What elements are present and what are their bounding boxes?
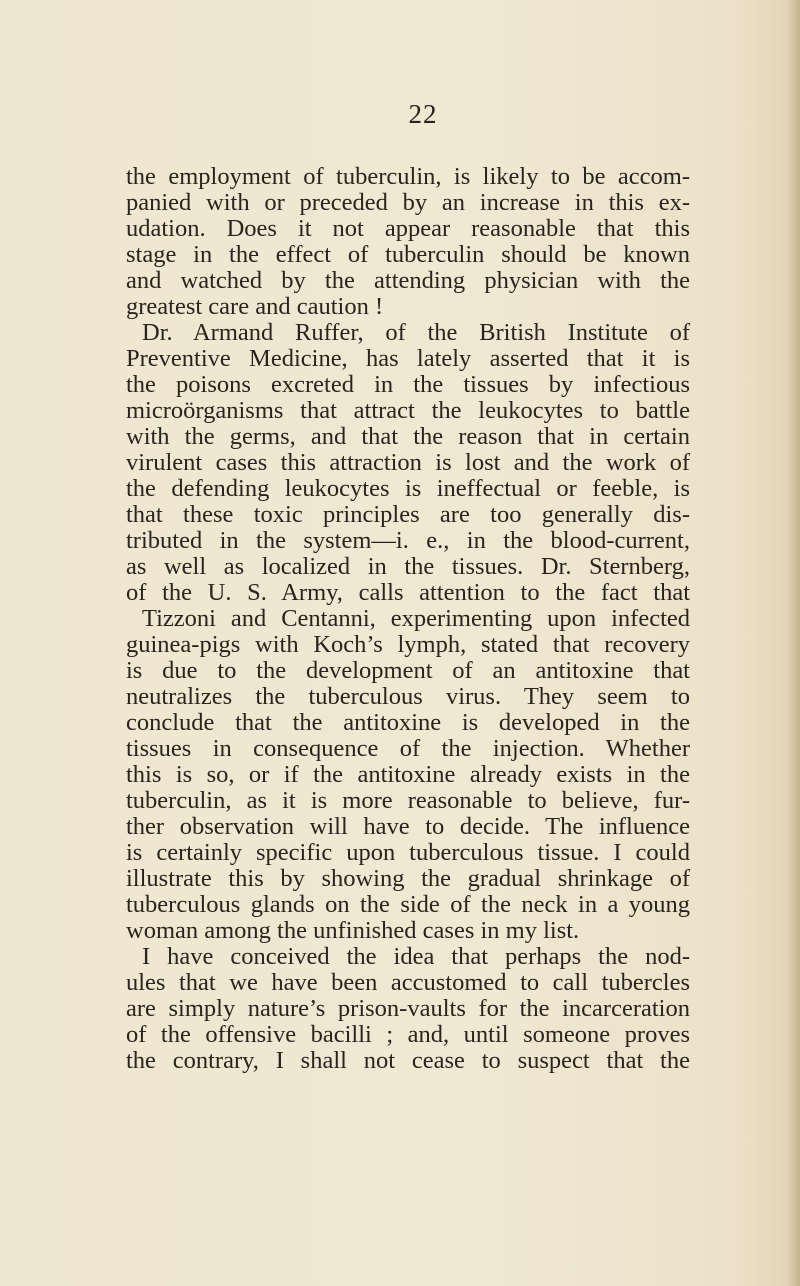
text-line: is due to the development of an antitoxine that bbox=[126, 657, 690, 684]
text-line: udation. Does it not appear reasonable that this bbox=[126, 215, 690, 242]
text-line: microörganisms that attract the leukocytes to battle bbox=[126, 397, 690, 424]
text-line: greatest care and caution ! bbox=[126, 293, 384, 320]
body-text bbox=[126, 164, 690, 1074]
text-line: and watched by the attending physician with the bbox=[126, 267, 690, 294]
text-line: this is so, or if the antitoxine already exists in the bbox=[126, 761, 690, 788]
text-line: neutralizes the tuberculous virus. They seem to bbox=[126, 683, 690, 710]
text-line: woman among the unfinished cases in my list. bbox=[126, 917, 580, 944]
text-line: Tizzoni and Centanni, experimenting upon infected bbox=[142, 605, 690, 632]
text-line: as well as localized in the tissues. Dr. Sternberg, bbox=[126, 553, 690, 580]
text-line: tuberculin, as it is more reasonable to believe, fur- bbox=[126, 787, 690, 814]
text-line: the contrary, I shall not cease to suspect that the bbox=[126, 1047, 690, 1074]
text-line: panied with or preceded by an increase in this ex- bbox=[126, 189, 690, 216]
text-line: that these toxic principles are too generally dis- bbox=[126, 501, 690, 528]
text-line: illustrate this by showing the gradual shrinkage of bbox=[126, 865, 690, 892]
text-line: the employment of tuberculin, is likely to be accom- bbox=[126, 163, 690, 190]
text-line: guinea-pigs with Koch’s lymph, stated that recovery bbox=[126, 631, 690, 658]
text-line: is certainly specific upon tuberculous tissue. I could bbox=[126, 839, 690, 866]
text-line: ther observation will have to decide. The influence bbox=[126, 813, 690, 840]
text-line: with the germs, and that the reason that in certain bbox=[126, 423, 690, 450]
text-line: the poisons excreted in the tissues by infectious bbox=[126, 371, 690, 398]
text-line: conclude that the antitoxine is developed in the bbox=[126, 709, 690, 736]
text-line: are simply nature’s prison-vaults for the incarceration bbox=[126, 995, 690, 1022]
page-edge-shadow bbox=[786, 0, 800, 1286]
text-line: of the U. S. Army, calls attention to the fact that bbox=[126, 579, 690, 606]
text-line: of the offensive bacilli ; and, until someone proves bbox=[126, 1021, 690, 1048]
text-line: tissues in consequence of the injection. Whether bbox=[126, 735, 690, 762]
text-line: Preventive Medicine, has lately asserted that it is bbox=[126, 345, 690, 372]
text-line: tributed in the system—i. e., in the blood-current, bbox=[126, 527, 690, 554]
text-line: stage in the effect of tuberculin should be known bbox=[126, 241, 690, 268]
text-line: the defending leukocytes is ineffectual or feeble, is bbox=[126, 475, 690, 502]
text-line: tuberculous glands on the side of the neck in a young bbox=[126, 891, 690, 918]
page-number: 22 bbox=[408, 99, 438, 129]
text-line: virulent cases this attraction is lost and the work of bbox=[126, 449, 690, 476]
text-line: Dr. Armand Ruffer, of the British Institute of bbox=[142, 319, 690, 346]
text-line: ules that we have been accustomed to call tubercles bbox=[126, 969, 690, 996]
text-line: I have conceived the idea that perhaps the nod- bbox=[142, 943, 690, 970]
